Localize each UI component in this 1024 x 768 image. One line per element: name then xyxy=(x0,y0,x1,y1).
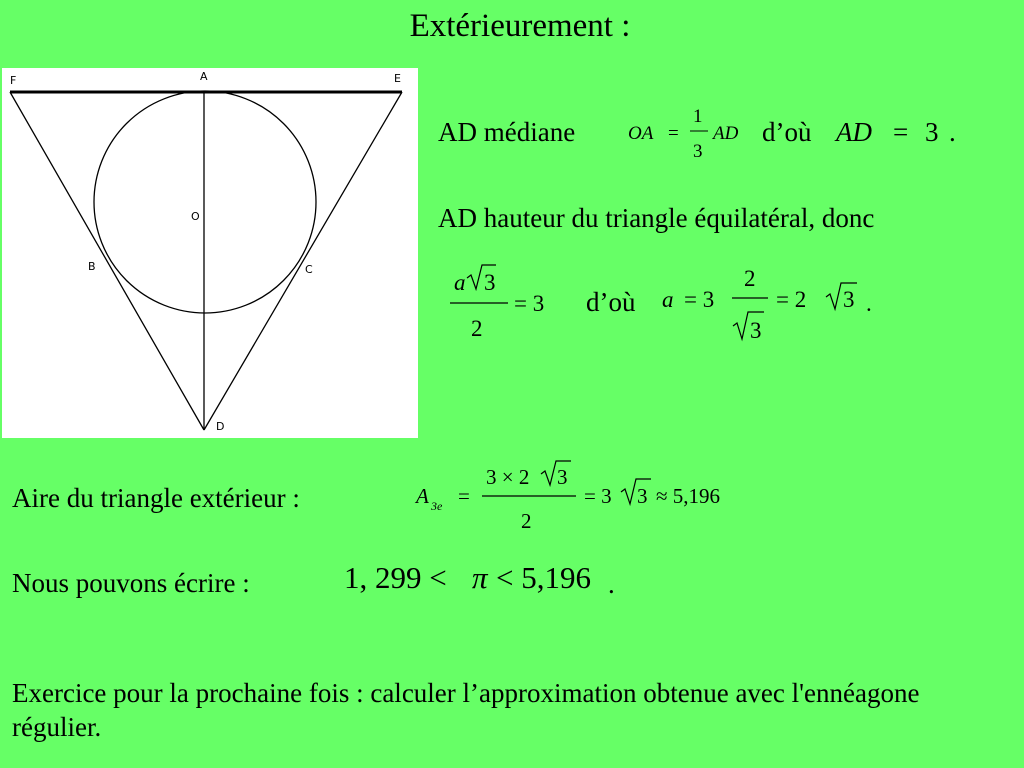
triangle-circle-diagram xyxy=(2,68,418,438)
eq2-rhs-coef: = 2 xyxy=(776,287,807,312)
label-f: F xyxy=(10,74,17,87)
eq2-mid: = 3 xyxy=(684,287,715,312)
eq-ad: AD xyxy=(713,123,739,144)
pi-inequality xyxy=(344,556,634,606)
area-den: 2 xyxy=(521,509,532,533)
label-b: B xyxy=(88,260,96,273)
result-three: 3 xyxy=(925,117,939,147)
median-equation-svg xyxy=(438,98,958,168)
var-a: a xyxy=(662,287,674,312)
exercise-text: Exercice pour la prochaine fois : calculer l’approximation obtenue avec l'ennéagone régulier. xyxy=(12,678,920,742)
area-num-root: 3 xyxy=(557,465,568,489)
ineq-left: 1, 299 < xyxy=(344,560,447,595)
frac1-root: 3 xyxy=(484,270,496,295)
line-ed xyxy=(204,92,402,430)
eq-equals: = xyxy=(668,123,679,144)
frac-three: 3 xyxy=(693,141,703,162)
ineq-period: . xyxy=(608,569,615,599)
side-length-svg xyxy=(446,258,886,348)
area-num-left: 3 × 2 xyxy=(486,465,530,489)
eq2-rhs-root: 3 xyxy=(843,287,855,312)
area-eq-mid-root: 3 xyxy=(637,484,648,508)
label-c: C xyxy=(305,263,313,276)
eq1-rhs: = 3 xyxy=(514,291,545,316)
pi-inequality-svg xyxy=(344,556,634,606)
label-e: E xyxy=(394,72,401,85)
dou-1: d’où xyxy=(762,117,812,147)
result-period: . xyxy=(949,117,956,147)
area-equation-svg xyxy=(416,456,756,536)
area-eq-mid: = 3 xyxy=(584,484,612,508)
frac2-den-root: 3 xyxy=(750,318,762,343)
eq2-period: . xyxy=(866,291,872,316)
frac-one: 1 xyxy=(693,106,703,127)
side-length-equation xyxy=(446,258,886,348)
result-equals: = xyxy=(893,117,909,147)
ineq-right: < 5,196 xyxy=(496,560,591,595)
result-ad: AD xyxy=(836,117,872,147)
inscribed-circle xyxy=(94,91,316,313)
label-o: O xyxy=(191,210,200,223)
page-title: Extérieurement : xyxy=(409,8,631,44)
label-a: A xyxy=(200,70,208,83)
label-d: D xyxy=(216,420,225,433)
line-fd xyxy=(10,92,204,430)
median-prefix: AD médiane xyxy=(438,117,576,147)
dou-2: d’où xyxy=(586,287,636,317)
area-a: A xyxy=(416,484,429,508)
frac1-a: a xyxy=(454,270,466,295)
inequality-label: Nous pouvons écrire : xyxy=(12,568,250,598)
eq-oa: OA xyxy=(628,123,654,144)
pi-symbol: π xyxy=(472,560,488,595)
area-label: Aire du triangle extérieur : xyxy=(12,483,300,513)
area-equation xyxy=(416,456,756,536)
area-approx: ≈ 5,196 xyxy=(656,484,721,508)
frac1-den: 2 xyxy=(471,316,483,341)
area-equals: = xyxy=(458,484,470,508)
geometry-figure xyxy=(2,68,418,438)
area-a-sub: 3e xyxy=(431,499,443,513)
height-statement: AD hauteur du triangle équilatéral, donc xyxy=(438,203,875,233)
frac2-num: 2 xyxy=(744,266,756,291)
median-equation xyxy=(438,98,958,168)
